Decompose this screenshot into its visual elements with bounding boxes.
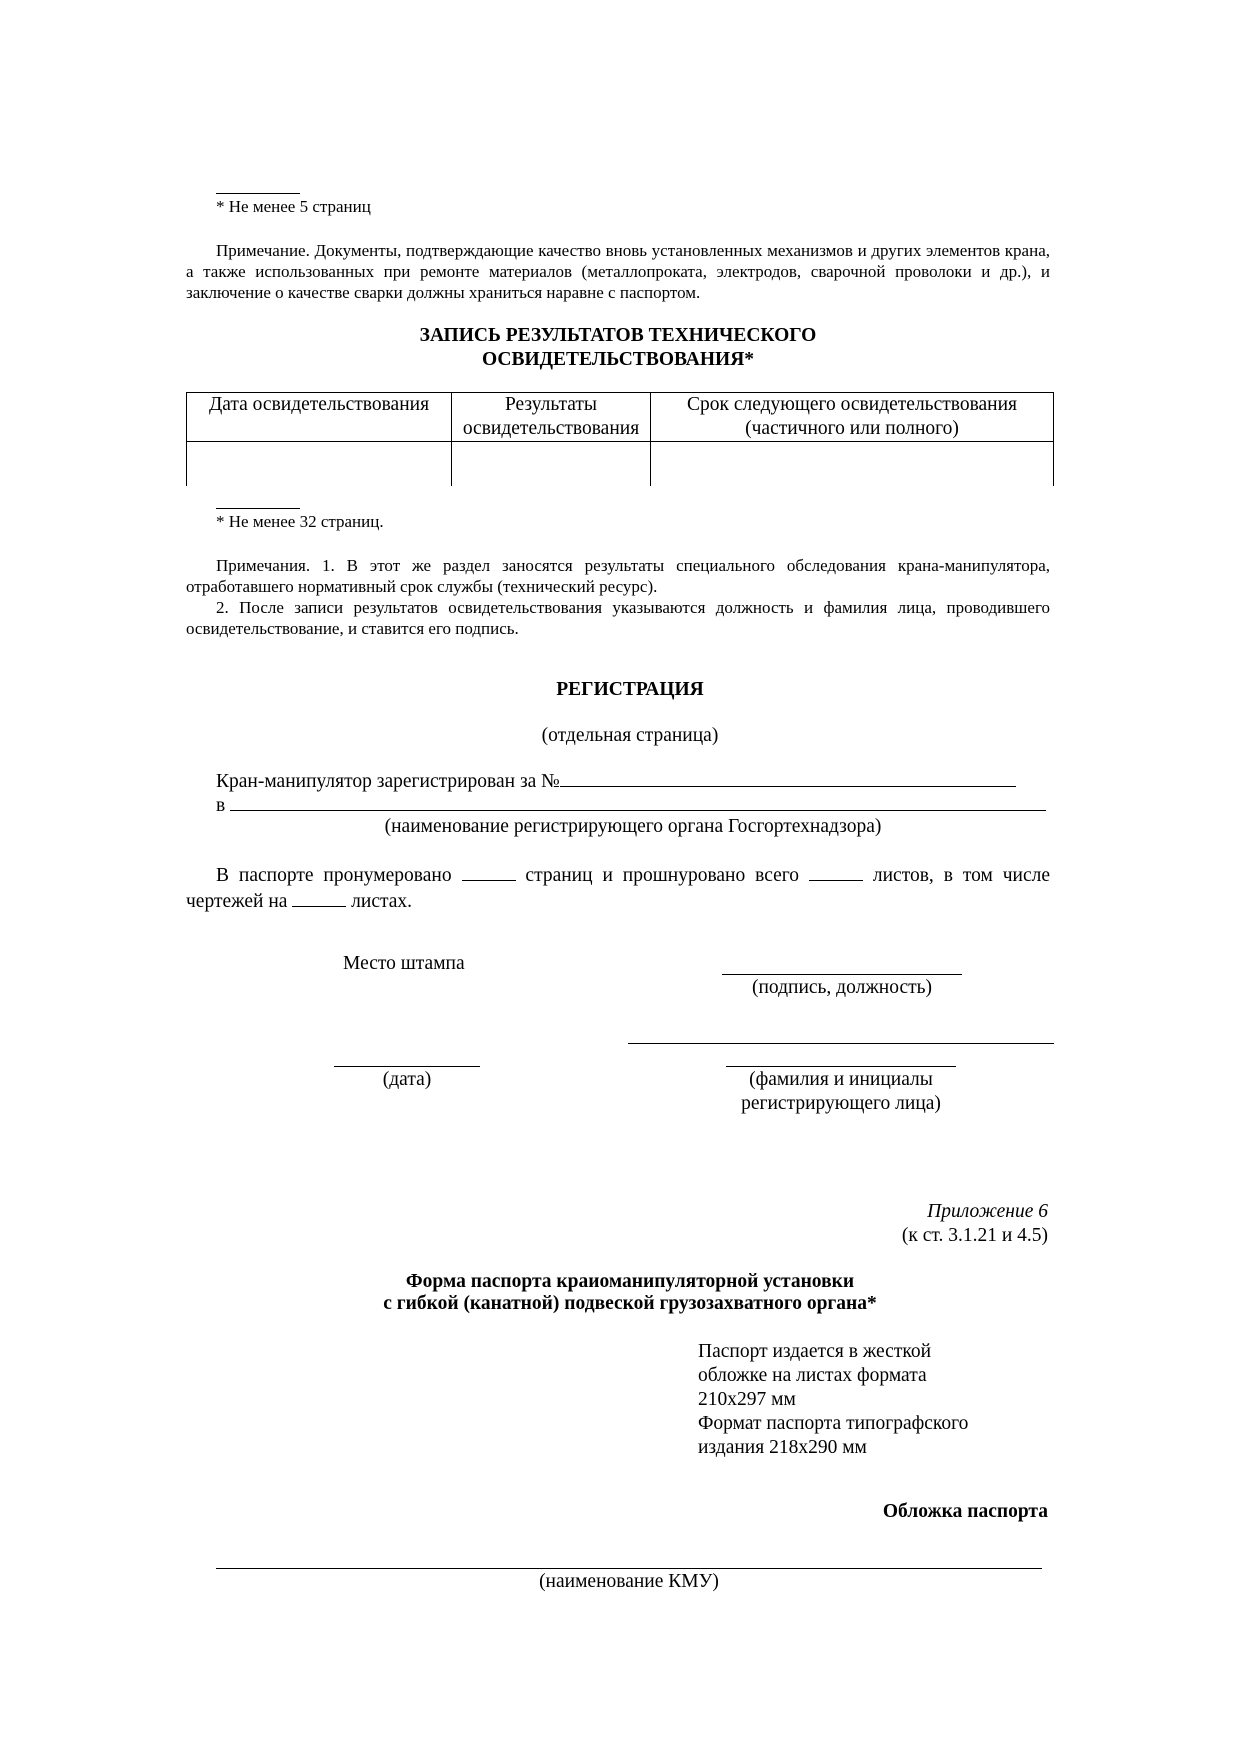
registrar-name-caption: [706, 1068, 976, 1116]
info-line: Паспорт издается в жесткой: [698, 1341, 932, 1362]
header-next-inspection: Срок следующего освидетельствования (частичного или полного): [651, 393, 1054, 442]
appendix-title: [186, 1271, 1074, 1315]
header-inspection-results: Результаты освидетельствования: [452, 393, 651, 442]
registration-title: РЕГИСТРАЦИЯ: [556, 679, 704, 700]
footnote-divider: [216, 193, 300, 194]
pages-text-2: страниц и прошнуровано всего: [525, 865, 800, 886]
date-line[interactable]: [334, 1066, 480, 1067]
pages-numbered-field[interactable]: [462, 862, 516, 881]
section-title-technical-inspection: [186, 324, 1050, 372]
registration-subtitle: (отдельная страница): [541, 725, 719, 746]
drawing-sheets-field[interactable]: [292, 888, 346, 907]
info-line: 210х297 мм: [698, 1389, 796, 1410]
signature-caption: (подпись, должность): [751, 977, 933, 998]
registrar-name-line[interactable]: [726, 1066, 956, 1067]
sheets-total-field[interactable]: [809, 862, 863, 881]
table-row: [187, 442, 1054, 487]
registration-number-field[interactable]: [560, 768, 1016, 787]
section-title-line-1: ЗАПИСЬ РЕЗУЛЬТАТОВ ТЕХНИЧЕСКОГО: [419, 325, 817, 346]
info-line: издания 218х290 мм: [698, 1437, 867, 1458]
note-2-line-2: 2. После записи результатов освидетельствования указываются должность и фамилия лица, проводившего освидетельствование, и ставится его подпись.: [186, 598, 1050, 638]
in-label: в: [216, 795, 226, 816]
appendix-title-line-1: Форма паспорта краиоманипуляторной установки: [405, 1271, 855, 1292]
info-line: Формат паспорта типографского: [698, 1413, 969, 1434]
signature-line[interactable]: [722, 974, 962, 975]
inspection-record-table: [186, 392, 1054, 486]
name-caption-line-2: регистрирующего лица): [741, 1093, 941, 1114]
table-cell[interactable]: [651, 442, 1054, 487]
name-caption-line-1: (фамилия и инициалы: [749, 1069, 933, 1090]
table-cell[interactable]: [187, 442, 452, 487]
pages-text-3: листов, в том числе чертежей на: [186, 865, 1051, 912]
note-2-line-1: Примечания. 1. В этот же раздел заносятся результаты специального обследования крана-манипулятора, отработавшего нормативный срок службы (технический ресурс).: [186, 556, 1050, 596]
stamp-place: Место штампа: [343, 953, 465, 974]
pages-text-4: листах.: [351, 891, 413, 912]
footnote-2: * Не менее 32 страниц.: [216, 512, 384, 531]
appendix-title-line-2: с гибкой (канатной) подвеской грузозахватного органа*: [383, 1293, 877, 1314]
organ-caption: (наименование регистрирующего органа Госгортехнадзора): [384, 816, 882, 837]
notes-2: [186, 555, 1050, 639]
kmu-name-line[interactable]: [216, 1568, 1042, 1569]
footnote-1: * Не менее 5 страниц: [216, 197, 371, 216]
note-1: Примечание. Документы, подтверждающие качество вновь установленных механизмов и других элементов крана, а также использованных при ремонте материалов (металлопроката, электродов, сварочной проволоки и др.), и заключение о качестве сварки должны храниться наравне с паспортом.: [186, 241, 1050, 302]
passport-format-info: [698, 1340, 1018, 1460]
table-header-row: [187, 393, 1054, 442]
date-caption: (дата): [382, 1069, 432, 1090]
appendix-reference: (к ст. 3.1.21 и 4.5): [901, 1225, 1048, 1246]
registration-organ-field[interactable]: [230, 792, 1046, 811]
kmu-caption: (наименование КМУ): [539, 1571, 719, 1592]
registration-number-line: [216, 768, 1046, 794]
info-line: обложке на листах формата: [698, 1365, 927, 1386]
registered-label: Кран-манипулятор зарегистрирован за №: [216, 771, 560, 792]
footnote-divider: [216, 508, 300, 509]
pages-count-statement: [186, 862, 1050, 914]
cover-label: Обложка паспорта: [882, 1501, 1048, 1522]
section-title-line-2: ОСВИДЕТЕЛЬСТВОВАНИЯ*: [481, 349, 755, 370]
table-cell[interactable]: [452, 442, 651, 487]
appendix-label: Приложение 6: [927, 1201, 1048, 1222]
header-inspection-date: Дата освидетельствования: [187, 393, 452, 442]
pages-text-1: В паспорте пронумеровано: [216, 865, 452, 886]
divider-line: [628, 1043, 1054, 1044]
